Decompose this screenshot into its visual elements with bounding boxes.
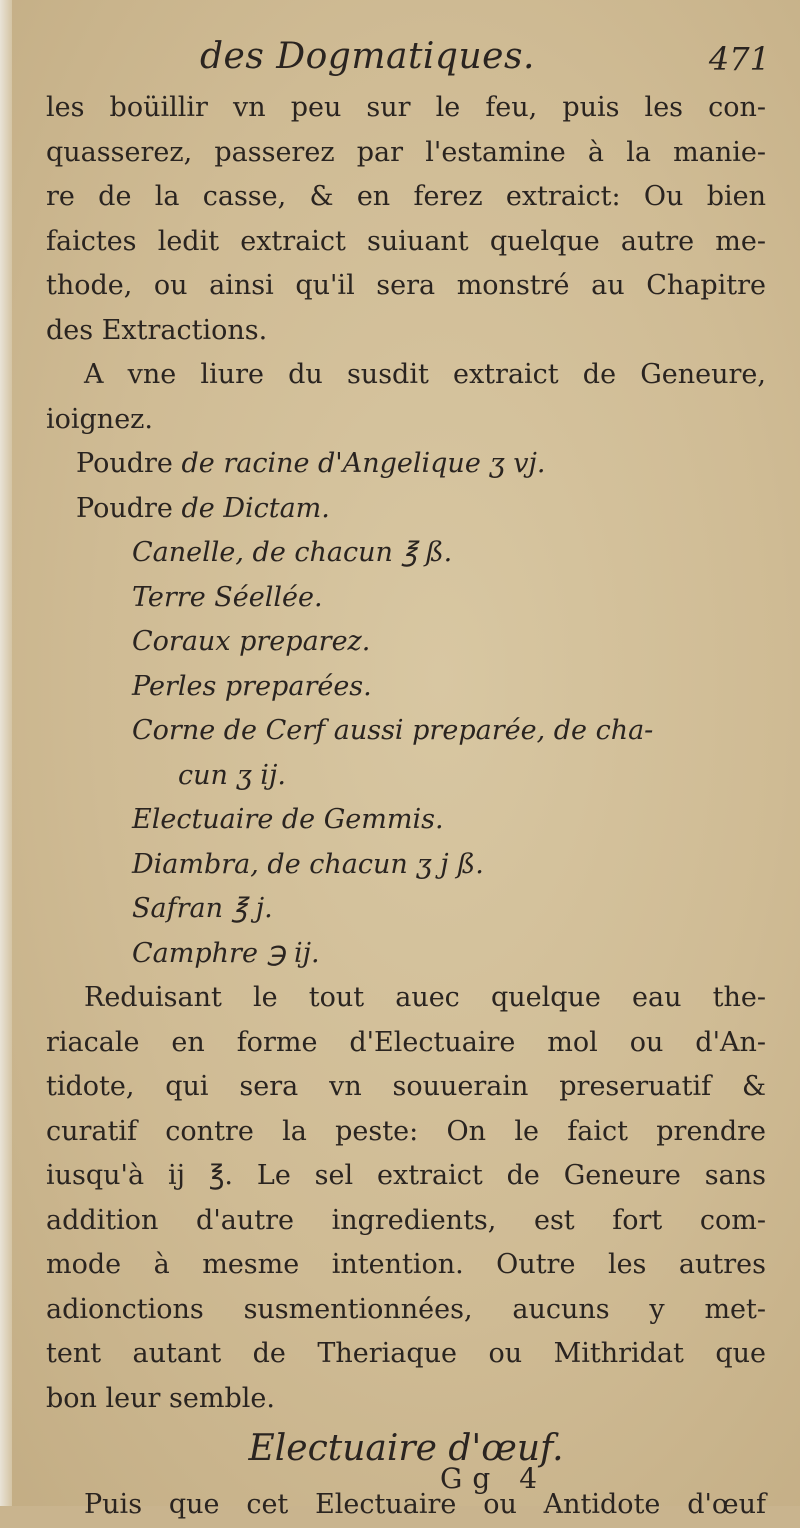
text-line: re de la casse, & en ferez extraict: Ou bien xyxy=(46,181,766,212)
page-header xyxy=(0,28,800,88)
text-line: riacale en forme d'Electuaire mol ou d'An- xyxy=(46,1026,766,1058)
text-line: mode à mesme intention. Outre les autres xyxy=(46,1249,766,1280)
ingredient-line: Safran ℥ j. xyxy=(132,893,273,924)
text-line: ioignez. xyxy=(46,403,153,435)
text-line: thode, ou ainsi qu'il sera monstré au Chapitre xyxy=(46,270,766,301)
page-number: 471 xyxy=(708,40,770,78)
text-line: A vne liure du susdit extraict de Geneure, xyxy=(84,359,766,390)
text-line: adionctions susmentionnées, aucuns y met- xyxy=(46,1293,766,1325)
text-line: faictes ledit extraict suiuant quelque autre me- xyxy=(46,225,766,257)
text-line: iusqu'à ij ℥. Le sel extraict de Geneure sans xyxy=(46,1160,766,1191)
text-line: addition d'autre ingredients, est fort com- xyxy=(46,1204,766,1236)
ingredient-line: Coraux preparez. xyxy=(132,626,371,657)
page-gutter xyxy=(0,0,12,1506)
text-line: bon leur semble. xyxy=(46,1382,275,1414)
text-line: Reduisant le tout auec quelque eau the- xyxy=(84,982,766,1013)
ingredient-line: Poudre de racine d'Angelique ʒ vj. xyxy=(76,448,546,479)
text-line: les boüillir vn peu sur le feu, puis les con- xyxy=(46,92,766,123)
text-line: tent autant de Theriaque ou Mithridat que xyxy=(46,1338,766,1369)
ingredient-line: Poudre de Dictam. xyxy=(76,492,330,524)
signature-mark: Gg 4 xyxy=(440,1462,548,1495)
text-line: tidote, qui sera vn souuerain preseruatif & xyxy=(46,1071,766,1102)
text-line: quasserez, passerez par l'estamine à la manie- xyxy=(46,136,766,168)
text-line: curatif contre la peste: On le faict prendre xyxy=(46,1115,766,1147)
text-line: des Extractions. xyxy=(46,314,268,346)
ingredient-line: Corne de Cerf aussi preparée, de cha- xyxy=(132,715,654,746)
page-body xyxy=(46,86,766,1528)
ingredient-line: Electuaire de Gemmis. xyxy=(132,804,444,835)
text-line: Puis que cet Electuaire ou Antidote d'œuf xyxy=(84,1489,766,1520)
running-title: des Dogmatiques. xyxy=(200,36,535,77)
ingredient-line: Canelle, de chacun ℥ ß. xyxy=(132,537,453,568)
section-title: Electuaire d'œuf. xyxy=(248,1428,564,1469)
ingredient-line: cun ʒ ij. xyxy=(178,759,286,791)
ingredient-line: Camphre ℈ ij. xyxy=(132,937,320,969)
ingredient-line: Terre Séellée. xyxy=(132,581,323,613)
ingredient-line: Perles preparées. xyxy=(132,670,372,702)
ingredient-line: Diambra, de chacun ʒ j ß. xyxy=(132,848,484,880)
